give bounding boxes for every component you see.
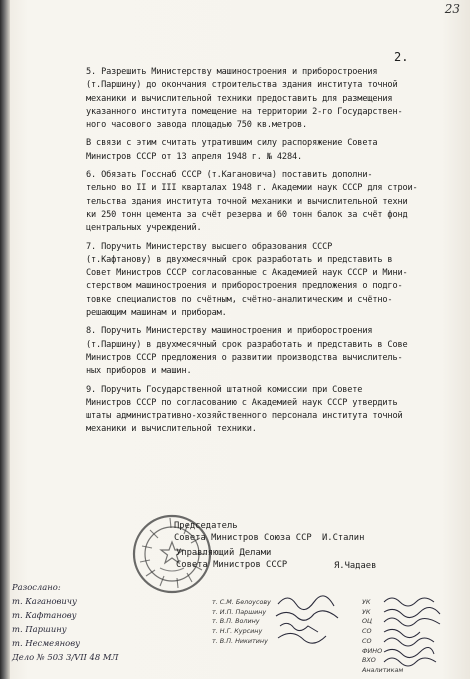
corner-mark: 23 bbox=[444, 2, 460, 16]
scan-edge bbox=[0, 0, 10, 679]
paragraph-9: 9. Поручить Государственной штатной комиссии при Совете Министров СССР по согласованию с Академией наук СССР утвердить штаты административно-хозяйственного персонала института точной механики и вычислительной техники. bbox=[86, 384, 403, 435]
chair-title: Председатель Совета Министров Союза ССР bbox=[174, 521, 312, 543]
manager-title: Управляющий Делами Совета Министров СССР bbox=[176, 548, 288, 570]
decree-body bbox=[86, 66, 458, 442]
paragraph-5: 5. Разрешить Министерству машиностроения и приборостроения (т.Паршину) до окончания строительства здания института точной механики и вычислительной техники предоставить для размещения указанного института помещение на территории 2-го Государствен- ного часового завода площадью 750 кв.метров. bbox=[86, 67, 403, 131]
initials-scribbles bbox=[274, 592, 360, 654]
department-signatures bbox=[380, 594, 460, 670]
handwritten-distribution-list: Разослано: т. Кагановичу т. Кафтанову т. Паршину т. Несмеянову Дело № 503 3/VII 48 МЛ bbox=[12, 582, 119, 662]
paragraph-6: 6. Обязать Госснаб СССР (т.Кагановича) поставить дополни- тельно во II и III кварталах 1948 г. Академии наук СССР для строи- тельства здания института точной механики и вычислительной техни ки 250 тонн цемента за счёт резерва и 60 тонн балок за счёт фонд центральных учреждений. bbox=[86, 170, 418, 234]
page-number: 2. bbox=[394, 50, 409, 64]
manager-name: Я.Чадаев bbox=[334, 561, 377, 571]
paragraph-8: 8. Поручить Министерству машиностроения и приборостроения (т.Паршину) в двухмесячный срок разработать и представить в Сове Министров СССР предложения о развитии производства вычислитель- ных приборов и машин. bbox=[86, 326, 408, 377]
paragraph-5-note: В связи с этим считать утратившим силу распоряжение Совета Министров СССР от 13 апреля 1948 г. № 4284. bbox=[86, 138, 378, 162]
paragraph-7: 7. Поручить Министерству высшего образования СССР (т.Кафтанову) в двухмесячный срок разработать и представить в Совет Министров СССР согласованные с Академией наук СССР и Мини- стерством машиностроения и приборостроения предложения о подго- товке специалистов по счётным, счётно-аналитическим и счётно- решающим машинам и приборам. bbox=[86, 241, 408, 319]
distribution-list-names: т. С.М. Белоусову т. И.П. Паршину т. В.П. Волину т. Н.Г. Курсину т. В.П. Никитину bbox=[212, 598, 271, 645]
chair-name: И.Сталин bbox=[322, 533, 365, 543]
distribution-list-departments: УК УК ОЦ СО СО ФИНО ВХО Аналитикам bbox=[362, 598, 404, 674]
